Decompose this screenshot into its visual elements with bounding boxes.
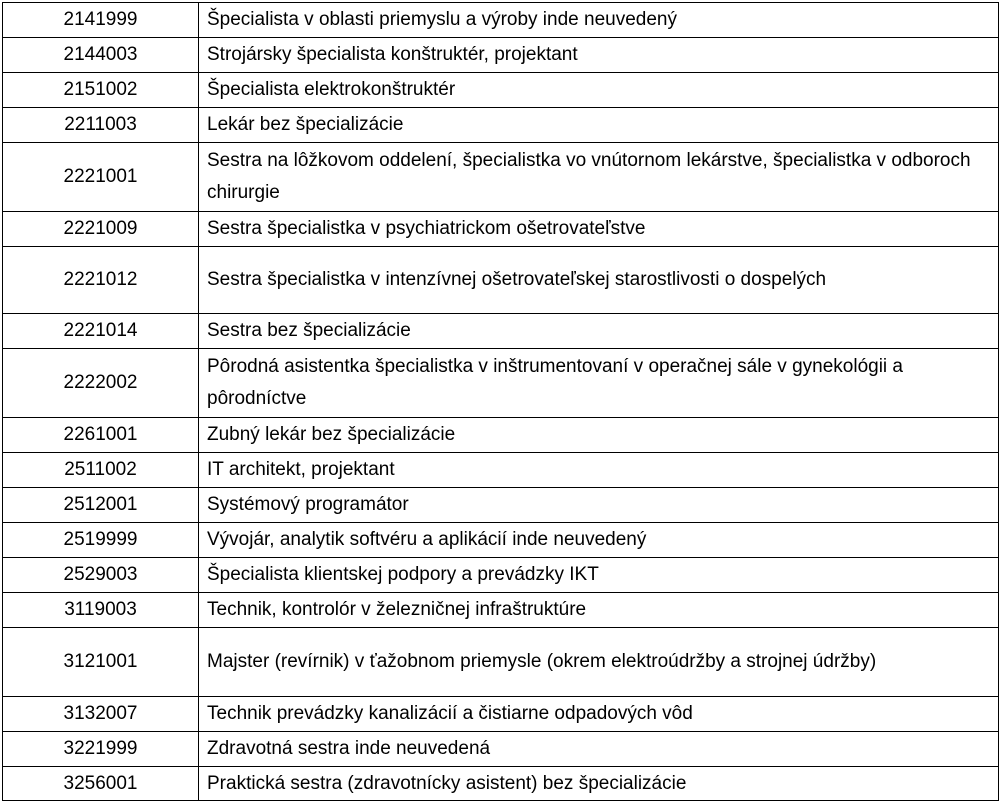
- occupation-name: Špecialista klientskej podpory a prevádzky IKT: [207, 564, 599, 585]
- occupation-name: Špecialista v oblasti priemyslu a výroby inde neuvedený: [207, 9, 677, 30]
- table-row: [3, 453, 998, 488]
- occupation-code: 2221012: [3, 247, 199, 313]
- table-row: [3, 38, 998, 73]
- occupation-name: Strojársky špecialista konštruktér, projektant: [207, 44, 578, 65]
- table-row: [3, 523, 998, 558]
- occupation-name: Sestra špecialistka v intenzívnej ošetrovateľskej starostlivosti o dospelých: [207, 269, 827, 290]
- occupation-name: Špecialista elektrokonštruktér: [207, 79, 456, 100]
- occupation-name: Pôrodná asistentka špecialistka v inštrumentovaní v operačnej sále v gynekológii a pôrodníctve: [207, 356, 903, 409]
- occupation-code: 2512001: [3, 488, 199, 522]
- occupation-code: 2151002: [3, 73, 199, 107]
- occupation-name: Technik prevádzky kanalizácií a čistiarne odpadových vôd: [207, 703, 693, 724]
- occupation-code: 2519999: [3, 523, 199, 557]
- occupation-name: Zubný lekár bez špecializácie: [207, 424, 456, 445]
- table-row: [3, 247, 998, 314]
- table-row: [3, 732, 998, 767]
- occupation-code: 2261001: [3, 418, 199, 452]
- table-row: [3, 3, 998, 38]
- table-row: [3, 108, 998, 143]
- table-row: [3, 418, 998, 453]
- occupation-name: Technik, kontrolór v železničnej infraštruktúre: [207, 599, 587, 620]
- occupation-name: Sestra na lôžkovom oddelení, špecialistka vo vnútornom lekárstve, špecialistka v odboroch chirurgie: [207, 150, 971, 203]
- occupation-code: 2222002: [3, 349, 199, 417]
- occupation-name: IT architekt, projektant: [207, 459, 395, 480]
- occupation-table: [2, 2, 999, 801]
- table-row: [3, 558, 998, 593]
- occupation-name: Sestra bez špecializácie: [207, 320, 411, 341]
- occupation-code: 2221009: [3, 212, 199, 246]
- table-row: [3, 314, 998, 349]
- occupation-name: Majster (revírnik) v ťažobnom priemysle (okrem elektroúdržby a strojnej údržby): [207, 651, 877, 672]
- table-row: [3, 628, 998, 697]
- occupation-name: Sestra špecialistka v psychiatrickom ošetrovateľstve: [207, 218, 646, 239]
- occupation-name: Zdravotná sestra inde neuvedená: [207, 738, 491, 759]
- occupation-code: 2529003: [3, 558, 199, 592]
- table-row: [3, 212, 998, 247]
- occupation-name: Lekár bez špecializácie: [207, 114, 404, 135]
- occupation-name: Systémový programátor: [207, 494, 409, 515]
- table-row: [3, 593, 998, 628]
- occupation-name: Praktická sestra (zdravotnícky asistent) bez špecializácie: [207, 772, 687, 794]
- occupation-code: 3221999: [3, 732, 199, 766]
- occupation-code: 3119003: [3, 593, 199, 627]
- table-row: [3, 488, 998, 523]
- table-row: [3, 73, 998, 108]
- occupation-code: 2511002: [3, 453, 199, 487]
- occupation-code: 2221001: [3, 143, 199, 211]
- occupation-code: 3256001: [3, 767, 199, 800]
- table-row: [3, 349, 998, 418]
- occupation-code: 3132007: [3, 697, 199, 731]
- table-row: [3, 767, 998, 801]
- occupation-code: 2221014: [3, 314, 199, 348]
- table-row: [3, 697, 998, 732]
- occupation-code: 2211003: [3, 108, 199, 142]
- occupation-code: 3121001: [3, 628, 199, 696]
- table-row: [3, 143, 998, 212]
- occupation-code: 2141999: [3, 3, 199, 37]
- occupation-name: Vývojár, analytik softvéru a aplikácií inde neuvedený: [207, 529, 647, 550]
- occupation-code: 2144003: [3, 38, 199, 72]
